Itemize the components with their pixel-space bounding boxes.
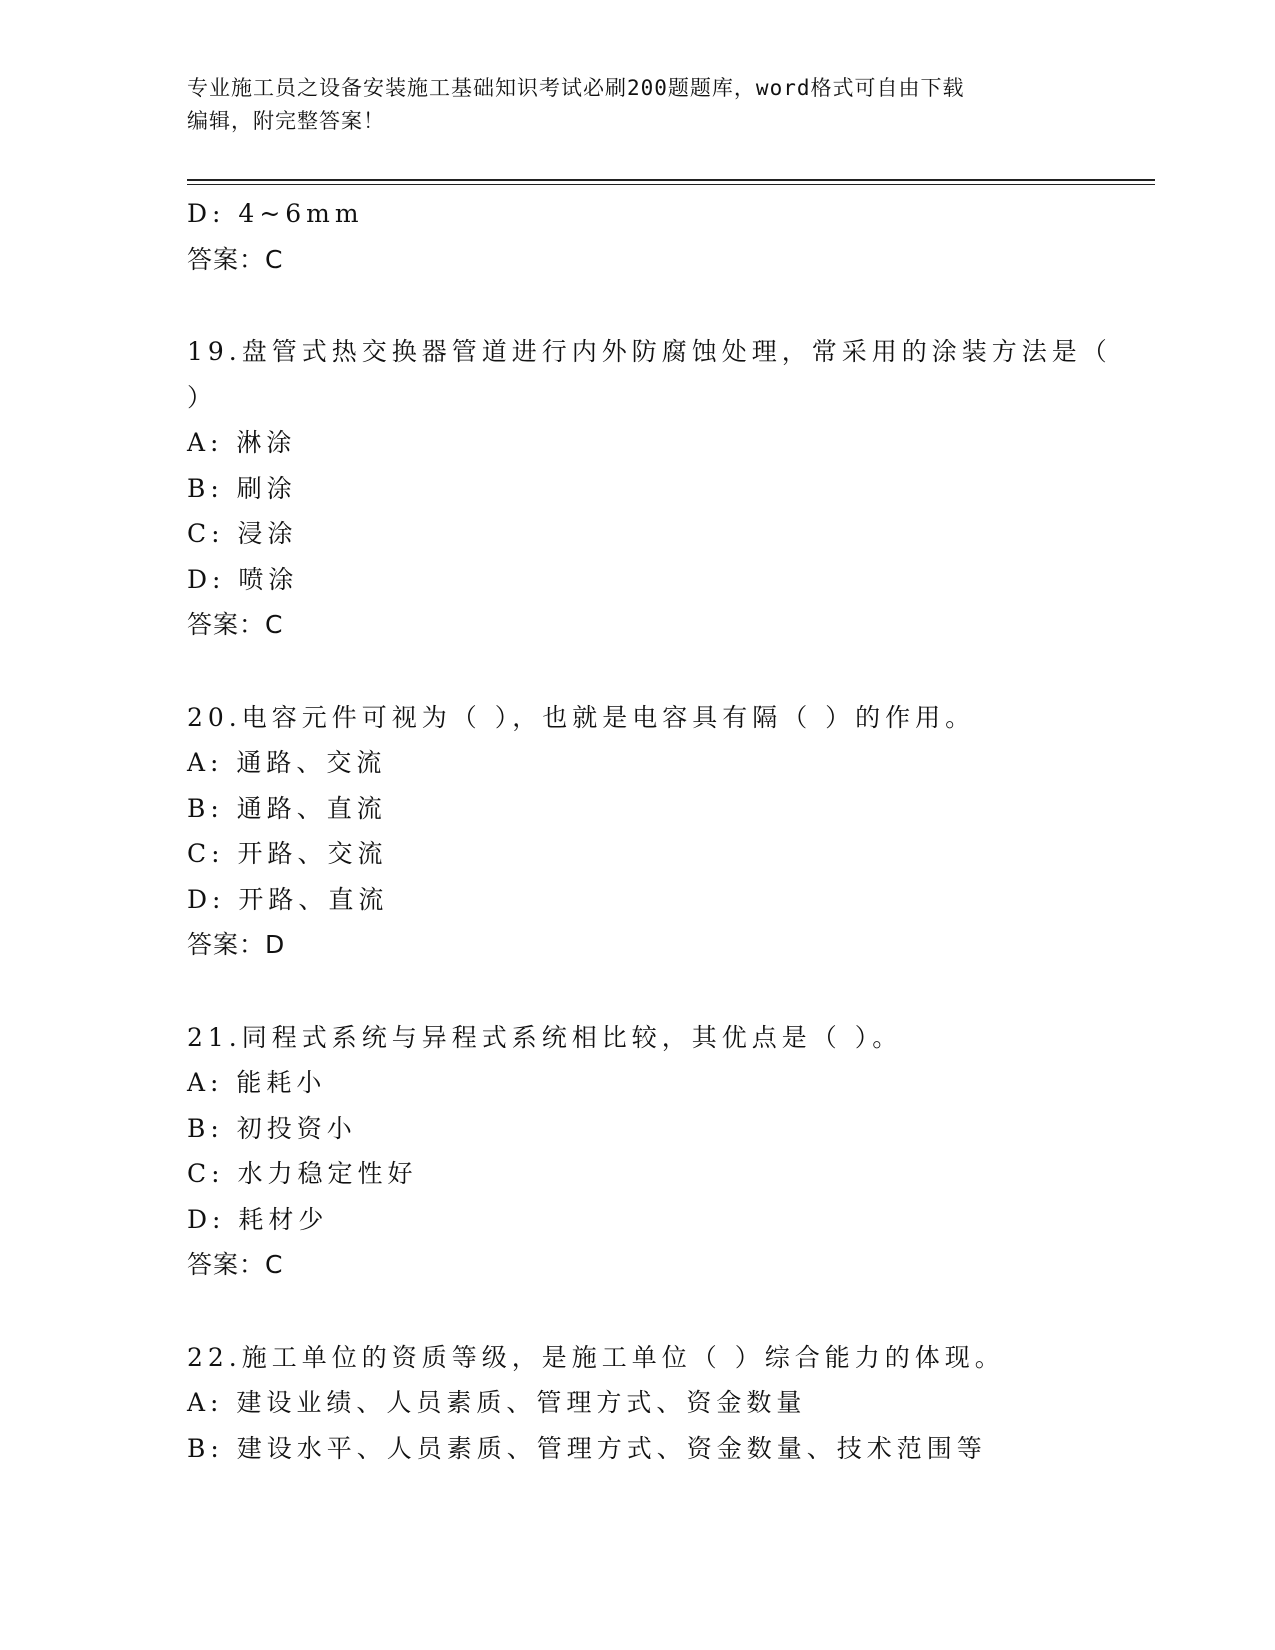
- option-c: C: 开路、交流: [187, 839, 388, 868]
- question-22: [187, 1335, 1117, 1472]
- option-d: D: 耗材少: [187, 1204, 329, 1234]
- answer-line: 答案：D: [187, 930, 286, 959]
- header-divider-thin: [187, 184, 1155, 185]
- option-b: B: 刷涂: [187, 473, 297, 503]
- option-c: C: 浸涂: [187, 519, 298, 548]
- question-stem: 19.盘管式热交换器管道进行内外防腐蚀处理，常采用的涂装方法是（: [187, 337, 1112, 366]
- option-b: B: 建设水平、人员素质、管理方式、资金数量、技术范围等: [187, 1433, 987, 1463]
- question-19: [187, 329, 1117, 648]
- option-d: D: 开路、直流: [187, 884, 389, 914]
- option-a: A: 建设业绩、人员素质、管理方式、资金数量: [187, 1388, 807, 1417]
- option-b: B: 初投资小: [187, 1113, 357, 1143]
- question-20: [187, 695, 1117, 968]
- question-21: [187, 1015, 1117, 1288]
- question-stem: 20.电容元件可视为（ ），也就是电容具有隔（ ）的作用。: [187, 702, 976, 732]
- document-body: [187, 191, 1117, 1471]
- question-stem: 21.同程式系统与异程式系统相比较，其优点是（ ）。: [187, 1022, 903, 1052]
- option-c: C: 水力稳定性好: [187, 1159, 418, 1188]
- document-header: [187, 72, 1087, 138]
- answer-line: 答案：C: [187, 610, 284, 639]
- header-line-2: 编辑，附完整答案！: [187, 109, 385, 133]
- answer-line: 答案：C: [187, 244, 284, 274]
- option-b: B: 通路、直流: [187, 793, 387, 823]
- option-d: D: 喷涂: [187, 564, 299, 594]
- option-line: D: 4~6mm: [187, 199, 364, 228]
- header-divider-thick: [187, 179, 1155, 181]
- option-a: A: 能耗小: [187, 1068, 327, 1097]
- option-a: A: 通路、交流: [187, 748, 387, 777]
- answer-line: 答案：C: [187, 1250, 284, 1279]
- question-stem-continued: ）: [187, 382, 218, 412]
- question-stem: 22.施工单位的资质等级，是施工单位（ ）综合能力的体现。: [187, 1342, 1005, 1372]
- option-a: A: 淋涂: [187, 428, 297, 457]
- header-line-1: 专业施工员之设备安装施工基础知识考试必刷200题题库，word格式可自由下载: [187, 76, 965, 100]
